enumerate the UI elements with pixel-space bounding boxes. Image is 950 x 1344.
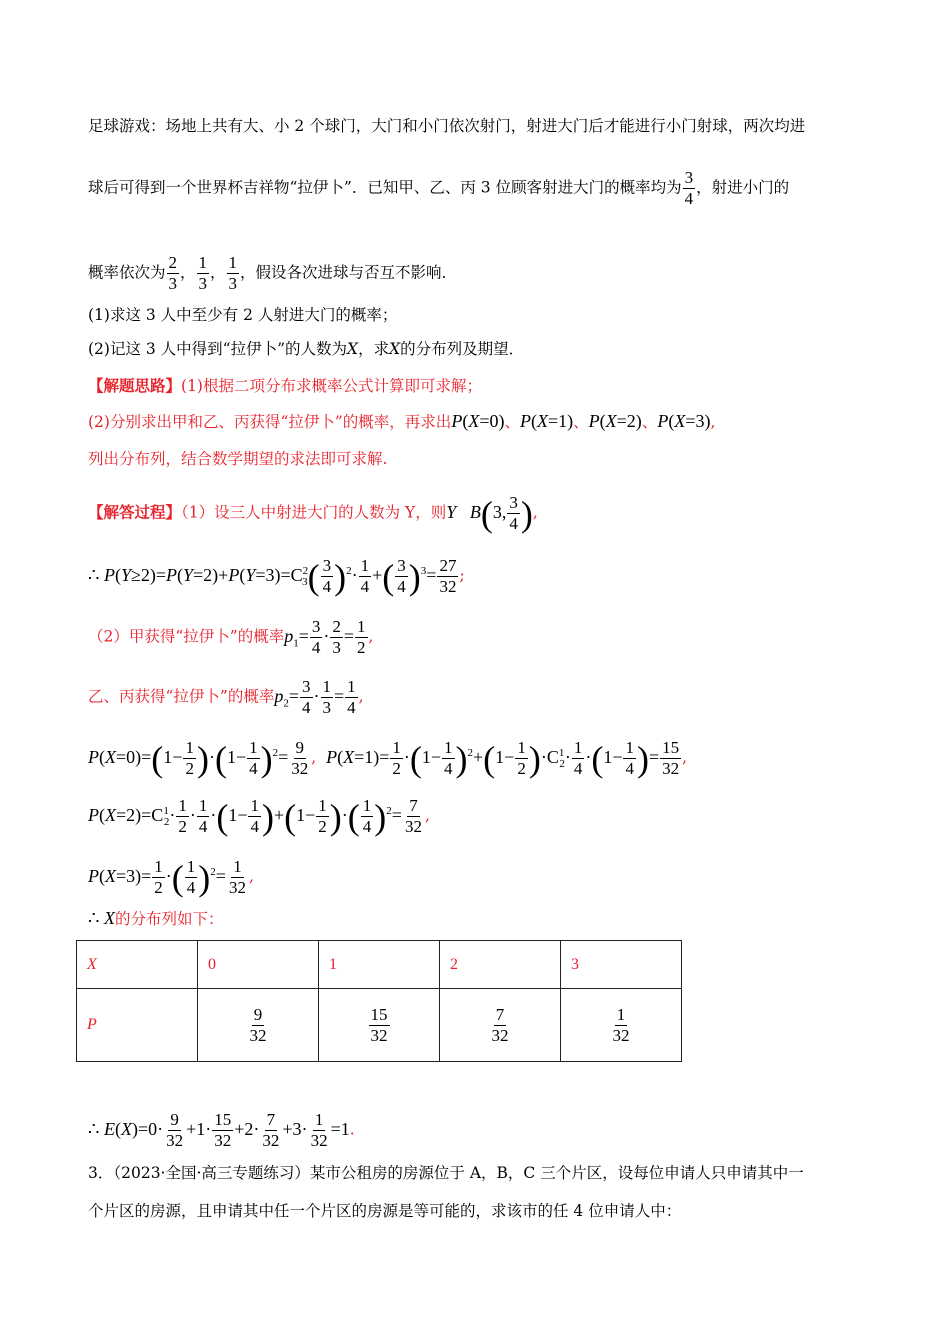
table-cell: $\frac{7}{32}$	[440, 989, 561, 1062]
solution-formula-px0-px1: P(X=0)=(1− $\frac{1}{2}$ )·(1− $\frac{1}{4}$ )$^2$= $\frac{9}{32}$ , P(X=1)= $\frac{1}{2}$ ·(1− $\frac{1}{4}$ )$^2$+(1− $\frac{1}{2}$ )$\cdot C^1_2\cdot$ $\frac{1}{4}$ ·(1− $\frac{1}{4}$ )= $\frac{15}{32}$ ,	[88, 738, 688, 779]
expectation-formula: ∴ E(X)=0· $\frac{9}{32}$ +1· $\frac{15}{32}$ +2· $\frac{7}{32}$ +3· $\frac{1}{32}$ =1.	[88, 1110, 355, 1150]
analysis-line-2: (2)分别求出甲和乙、丙获得“拉伊卜”的概率，再求出P(X=0)、P(X=1)、P(X=2)、P(X=3),	[88, 411, 716, 431]
problem-line-2: 球后可得到一个世界杯吉祥物“拉伊卜”．已知甲、乙、丙 3 位顾客射进大门的概率均为 $\frac{3}{4}$ ，射进小门的	[88, 168, 790, 208]
solution-step-3: 乙、丙获得“拉伊卜”的概率$p_2=$ $\frac{3}{4}$ · $\frac{1}{3}$ = $\frac{1}{4}$ ,	[88, 677, 364, 717]
table-cell: $\frac{1}{32}$	[561, 989, 682, 1062]
table-row-label: P	[77, 989, 198, 1062]
table-header-cell: 3	[561, 941, 682, 989]
analysis-line-1: 【解题思路】(1)根据二项分布求概率公式计算即可求解；	[88, 376, 482, 395]
table-row	[77, 989, 682, 1062]
table-header-cell: 1	[319, 941, 440, 989]
distribution-intro: ∴ X的分布列如下：	[88, 908, 224, 928]
analysis-tag: 【解题思路】	[88, 376, 182, 395]
analysis-line-3: 列出分布列，结合数学期望的求法即可求解.	[88, 450, 388, 468]
table-row	[77, 941, 682, 989]
distribution-table	[76, 940, 682, 1062]
solution-tag: 【解答过程】	[88, 502, 182, 522]
solution-formula-1: ∴ $P(Y\ge 2)=P(Y=2)+P(Y=3)=C^2_3$( $\frac{3}{4}$ )$^2$· $\frac{1}{4}$ +( $\frac{3}{4}$ )$^3$= $\frac{27}{32}$ ;	[88, 556, 465, 597]
solution-step-2: （2）甲获得“拉伊卜”的概率$p_1=$ $\frac{3}{4}$ · $\frac{2}{3}$ = $\frac{1}{2}$ ,	[88, 617, 374, 657]
question-2: (2)记这 3 人中得到“拉伊卜”的人数为X，求X的分布列及期望．	[88, 340, 525, 358]
problem-line-1: 足球游戏：场地上共有大、小 2 个球门，大门和小门依次射门，射进大门后才能进行小门射球，两次均进	[88, 117, 806, 135]
next-problem-line-1: 3．（2023·全国·高三专题练习）某市公租房的房源位于 A，B，C 三个片区，设每位申请人只申请其中一	[88, 1164, 804, 1182]
solution-step-1: 【解答过程】（1）设三人中射进大门的人数为 Y，则Y B(3, $\frac{3}{4}$ ),	[88, 493, 538, 534]
table-header-cell: 0	[198, 941, 319, 989]
fraction-3-4: $\frac{3}{4}$	[684, 168, 694, 208]
solution-formula-px3: P(X=3)= $\frac{1}{2}$ ·( $\frac{1}{4}$ )$^2$= $\frac{1}{32}$ ,	[88, 857, 254, 898]
table-cell: $\frac{15}{32}$	[319, 989, 440, 1062]
table-cell: $\frac{9}{32}$	[198, 989, 319, 1062]
question-1: (1)求这 3 人中至少有 2 人射进大门的概率；	[88, 306, 398, 324]
problem-line-3: 概率依次为 $\frac{2}{3}$ ， $\frac{1}{3}$ ， $\frac{1}{3}$ ，假设各次进球与否互不影响．	[88, 253, 458, 293]
next-problem-line-2: 个片区的房源，且申请其中任一个片区的房源是等可能的，求该市的任 4 位申请人中：	[88, 1202, 682, 1220]
table-header-cell: 2	[440, 941, 561, 989]
solution-formula-px2: $P(X=2)=C^1_2\cdot$ $\frac{1}{2}$ · $\frac{1}{4}$ ·(1− $\frac{1}{4}$ )+(1− $\frac{1}{2}$ )·( $\frac{1}{4}$ )$^2$= $\frac{7}{32}$ ,	[88, 796, 430, 837]
table-header-cell: X	[77, 941, 198, 989]
